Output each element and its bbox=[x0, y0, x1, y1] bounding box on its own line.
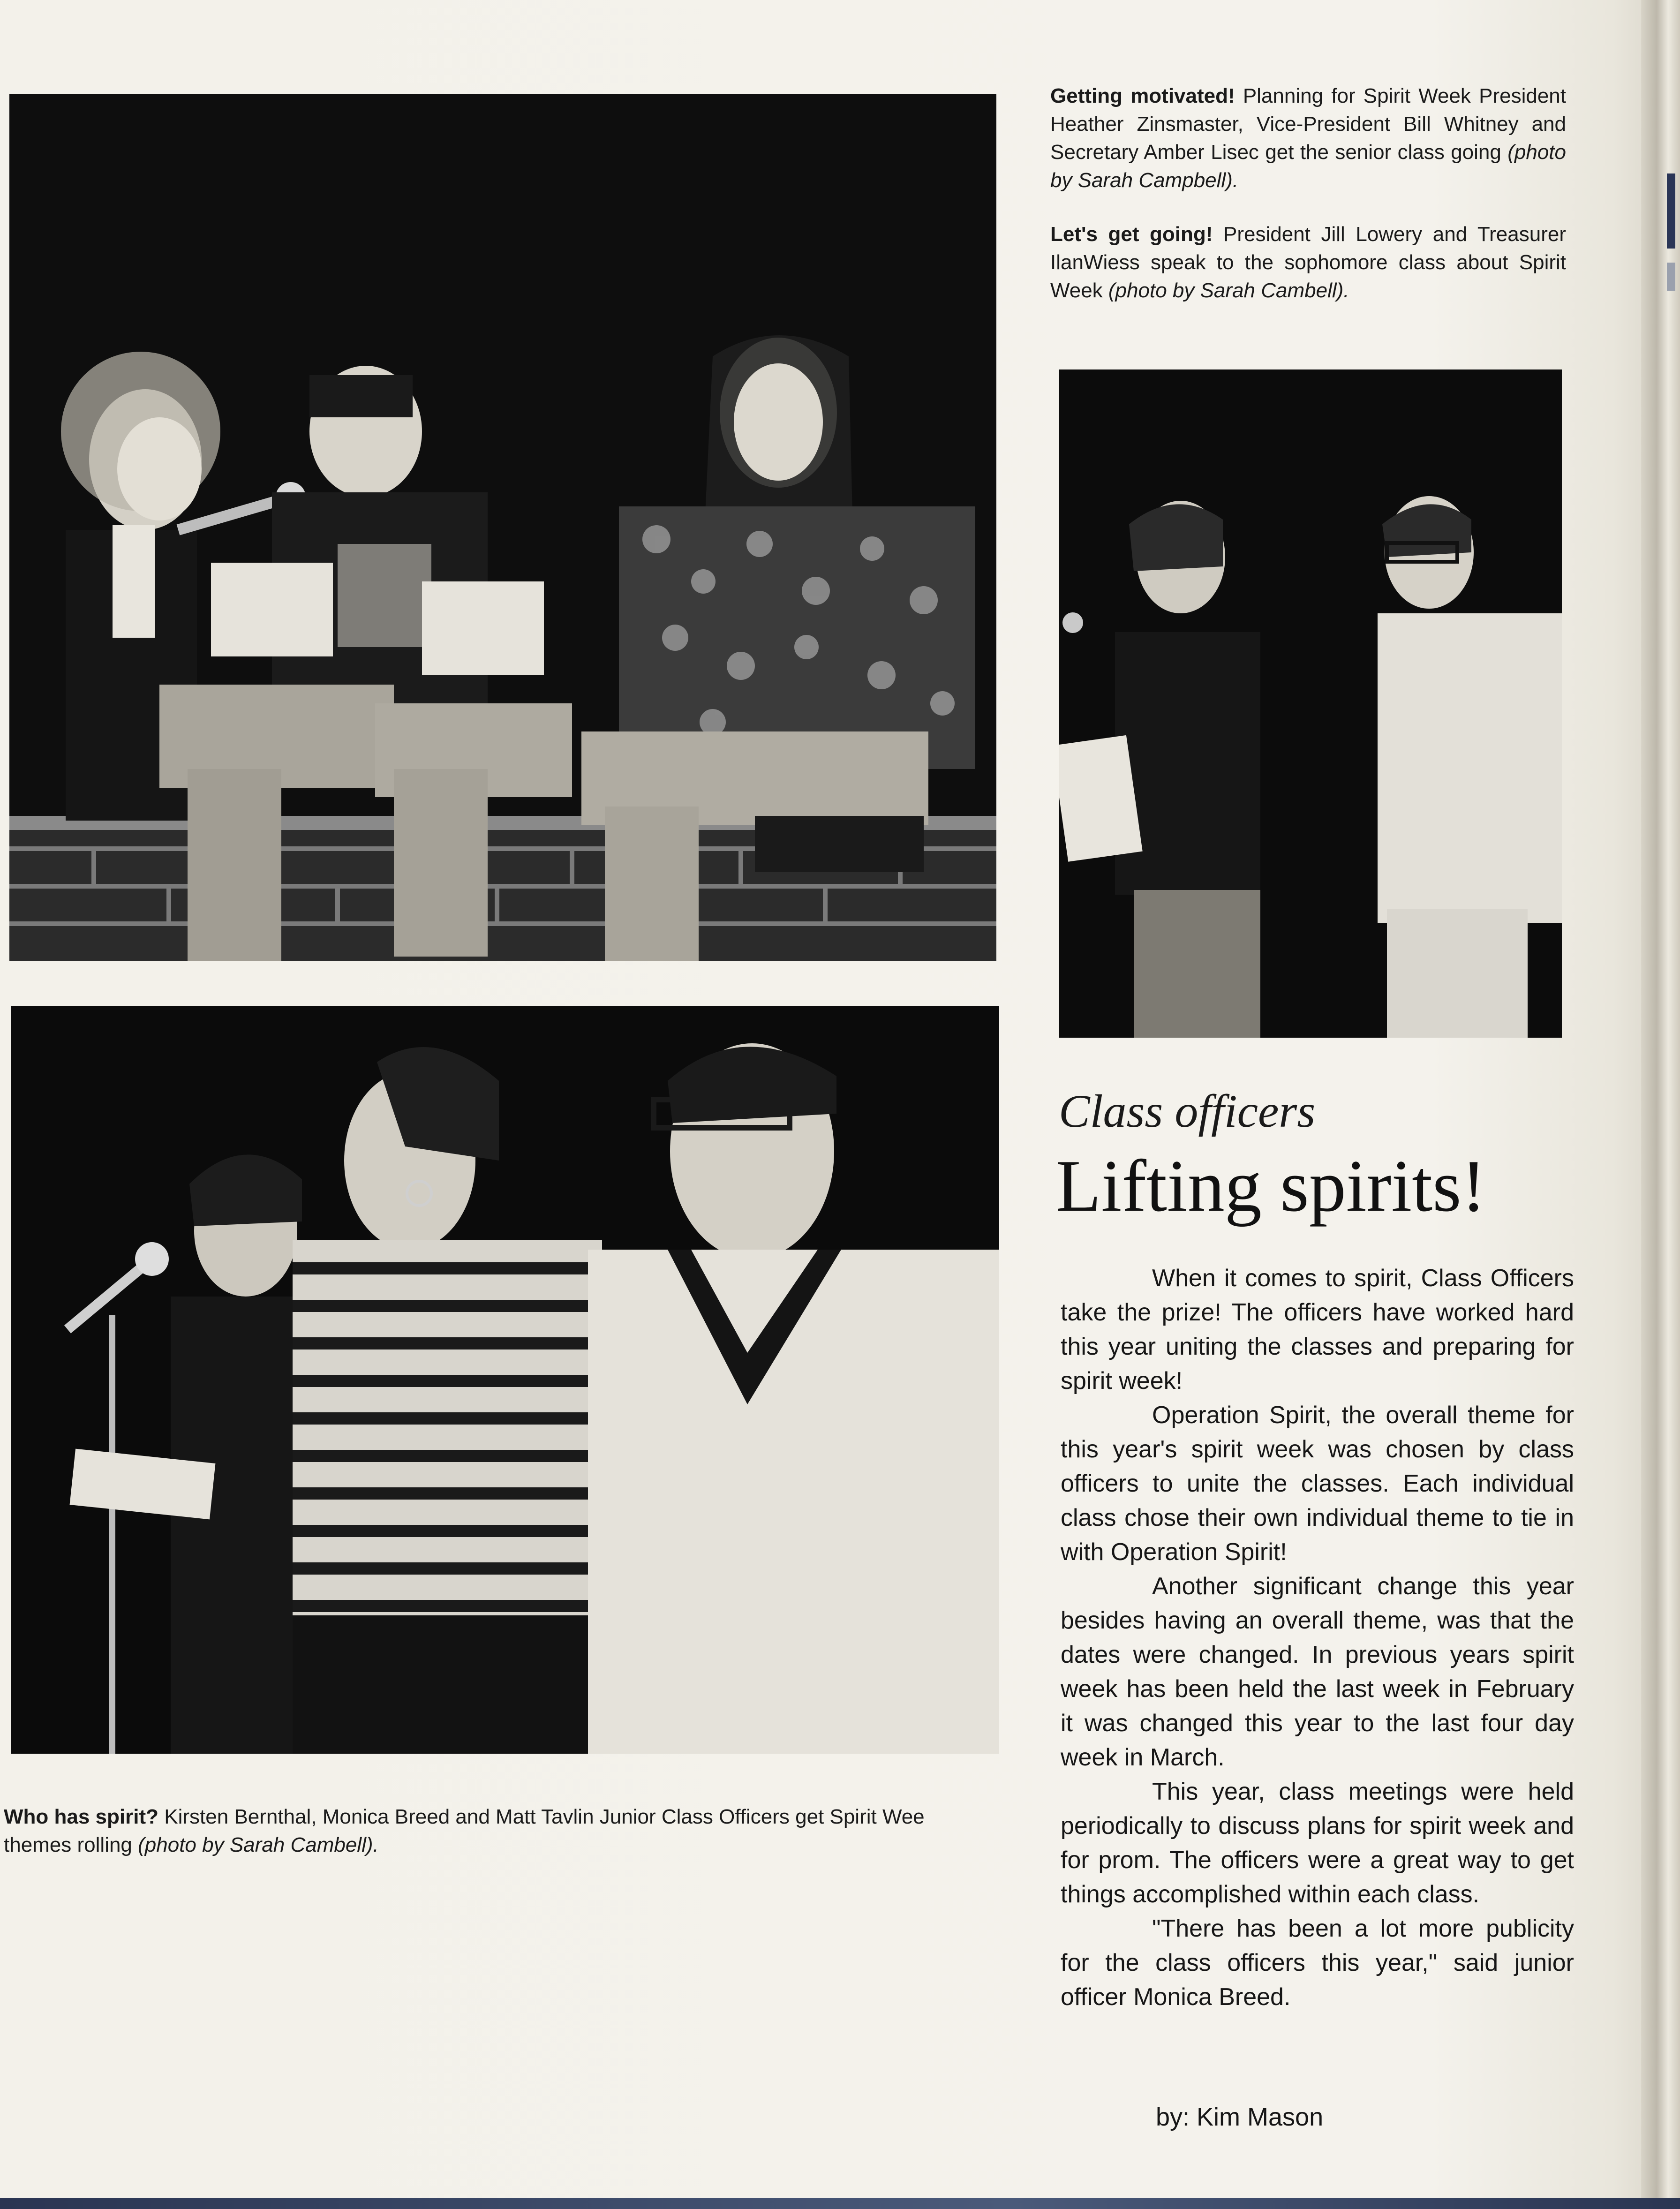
article-byline: by: Kim Mason bbox=[1156, 2103, 1324, 2131]
article-paragraph: Another significant change this year besides having an overall theme, was that the dates were changed. In previous years spirit week has been held the last week in February it was changed this year to the last four day week in March. bbox=[1061, 1573, 1574, 1771]
page-binding bbox=[1641, 0, 1680, 2209]
photo-junior-officers bbox=[11, 1006, 999, 1754]
article-paragraph: "There has been a lot more publicity for the class officers this year," said junior officer Monica Breed. bbox=[1061, 1915, 1574, 2011]
caption-senior-credit: (photo by Sarah Campbell). bbox=[1050, 141, 1566, 192]
caption-senior-officers bbox=[1050, 82, 1566, 195]
caption-senior-text: Planning for Spirit Week President Heather Zinsmaster, Vice-President Bill Whitney and Secretary Amber Lisec get the senior class going bbox=[1050, 84, 1566, 164]
caption-junior-officers bbox=[4, 1803, 1021, 1859]
caption-senior-lead: Getting motivated! bbox=[1050, 84, 1235, 107]
photo-senior-officers-image bbox=[9, 94, 996, 961]
caption-junior-text: Kirsten Bernthal, Monica Breed and Matt Tavlin Junior Class Officers get Spirit Wee bbox=[158, 1805, 925, 1828]
photo-junior-officers-image bbox=[11, 1006, 999, 1754]
article-paragraph: When it comes to spirit, Class Officers take the prize! The officers have worked hard this year uniting the classes and preparing for spirit week! bbox=[1061, 1265, 1574, 1395]
binding-tab bbox=[1667, 173, 1675, 249]
caption-sophomore-officers bbox=[1050, 220, 1566, 305]
binding-tab-secondary bbox=[1667, 263, 1675, 291]
caption-sophomore-lead: Let's get going! bbox=[1050, 223, 1213, 246]
caption-sophomore-credit: (photo by Sarah Cambell). bbox=[1108, 279, 1349, 302]
article-body bbox=[1061, 1261, 1574, 2014]
caption-sophomore-text: President Jill Lowery and Treasurer IlanWiess speak to the sophomore class about Spirit Week bbox=[1050, 223, 1566, 302]
caption-junior-lead: Who has spirit? bbox=[4, 1805, 158, 1828]
section-kicker: Class officers bbox=[1059, 1085, 1316, 1137]
article-paragraph: This year, class meetings were held periodically to discuss plans for spirit week and for prom. The officers were a great way to get things accomplished within each class. bbox=[1061, 1778, 1574, 1908]
caption-junior-credit: (photo by Sarah Cambell). bbox=[138, 1833, 379, 1856]
page-bottom-edge bbox=[0, 2198, 1680, 2209]
article-paragraph: Operation Spirit, the overall theme for this year's spirit week was chosen by class officers to unite the classes. Each individual class chose their own individual theme to tie in with Operation Spirit! bbox=[1061, 1402, 1574, 1566]
photo-sophomore-officers-image bbox=[1059, 369, 1562, 1038]
photo-senior-officers bbox=[9, 94, 996, 961]
page-title: Lifting spirits! bbox=[1056, 1145, 1486, 1227]
photo-sophomore-officers bbox=[1059, 369, 1562, 1038]
caption-junior-text-line2: themes rolling bbox=[4, 1833, 138, 1856]
